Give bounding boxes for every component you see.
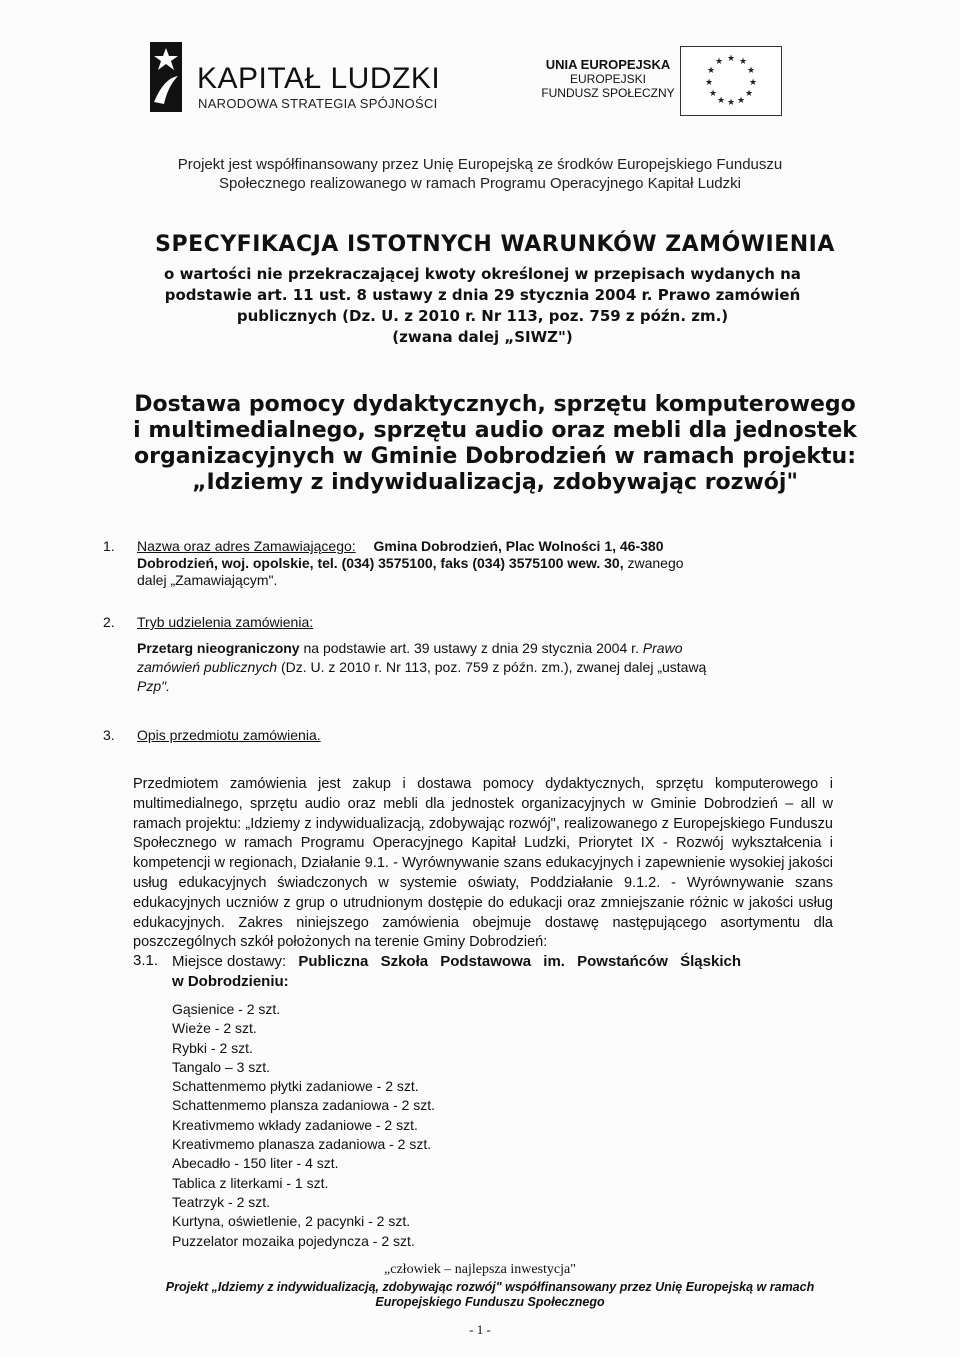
section-2-label: Tryb udzielenia zamówienia:	[137, 614, 314, 630]
kapital-ludzki-logo-icon	[150, 42, 182, 112]
subject-line4: „Idziemy z indywidualizacją, zdobywając rozwój"	[192, 470, 798, 495]
section-1-suffix: zwanego	[623, 555, 684, 571]
eu-line3: FUNDUSZ SPOŁECZNY	[541, 86, 675, 100]
section-1-address: Dobrodzień, woj. opolskie, tel. (034) 3575100, faks (034) 3575100 wew. 30,	[137, 555, 624, 571]
eu-line1: UNIA EUROPEJSKA	[545, 57, 671, 72]
page-number: - 1 -	[469, 1322, 491, 1337]
delivery-place-school: Publiczna Szkoła Podstawowa im. Powstańców Śląskich	[298, 953, 742, 970]
footer-note	[110, 1280, 870, 1310]
footer-line2: Europejskiego Funduszu Społecznego	[375, 1295, 605, 1309]
list-item: Kreativmemo planasza zadaniowa - 2 szt.	[172, 1136, 432, 1153]
section-3-number: 3.	[103, 727, 115, 743]
document-title: SPECYFIKACJA ISTOTNYCH WARUNKÓW ZAMÓWIENIA	[155, 232, 835, 257]
list-item: Wieże - 2 szt.	[172, 1020, 257, 1037]
section-1-line3: dalej „Zamawiającym".	[137, 572, 278, 588]
list-item: Schattenmemo plansza zadaniowa - 2 szt.	[172, 1097, 436, 1114]
section-3-label: Opis przedmiotu zamówienia.	[137, 727, 321, 743]
list-item: Gąsienice - 2 szt.	[172, 1001, 281, 1017]
subsection-3-1	[172, 952, 842, 992]
svg-text:★: ★	[714, 57, 724, 67]
title-line3: publicznych (Dz. U. z 2010 r. Nr 113, poz. 759 z późn. zm.)	[236, 307, 729, 325]
list-item: Tangalo – 3 szt.	[172, 1058, 271, 1075]
footer-line1: Projekt „Idziemy z indywidualizacją, zdobywając rozwój" współfinansowany przez Unię Europejską w ramach	[165, 1280, 815, 1294]
svg-text:★: ★	[726, 98, 736, 108]
svg-text:★: ★	[744, 89, 754, 99]
section-2-italic1: Prawo	[642, 640, 683, 656]
svg-text:★: ★	[708, 89, 718, 99]
logo-title: KAPITAŁ LUDZKI	[197, 62, 441, 95]
footer-motto: „człowiek – najlepsza inwestycja"	[384, 1262, 576, 1277]
svg-text:★: ★	[738, 57, 748, 67]
subsection-3-1-number: 3.1.	[133, 952, 159, 969]
section-3-paragraph: Przedmiotem zamówienia jest zakup i dostawa pomocy dydaktycznych, sprzętu komputerowego i multimedialnego, sprzętu audio oraz mebli dla jednostek organizacyjnych w Gminie Dobrodzień – all w ramach projektu: „Idziemy z indywidualizacją, zdobywając rozwój", realizowanego z Europejskiego Funduszu Społecznego w ramach Programu Operacyjnego Kapitał Ludzki, Priorytet IX - Rozwój wykształcenia i kompetencji w regionach, Działanie 9.1. - Wyrównywanie szans edukacyjnych i zapewnienie wysokiej jakości usług edukacyjnych świadczonych w systemie oświaty, Poddziałanie 9.1.2. - Wyrównywanie szans edukacyjnych uczniów z grup o utrudnionym dostępie do edukacji oraz zmniejszanie różnic w jakości usług edukacyjnych. Zakres niniejszego zamówienia obejmuje dostawę następującego asortymentu dla poszczególnych szkół położonych na terenie Gminy Dobrodzień:	[133, 776, 833, 951]
eu-flag-icon	[680, 46, 782, 116]
tender-subject	[110, 392, 880, 496]
intro-line1: Projekt jest współfinansowany przez Unię Europejską ze środków Europejskiego Funduszu	[177, 156, 783, 173]
title-line1: o wartości nie przekraczającej kwoty określonej w przepisach wydanych na	[164, 265, 801, 283]
title-line4: (zwana dalej „SIWZ")	[392, 328, 573, 346]
section-1-number: 1.	[103, 538, 115, 554]
title-line2: podstawie art. 11 ust. 8 ustawy z dnia 29 stycznia 2004 r. Prawo zamówień	[164, 286, 801, 304]
item-list	[172, 1000, 435, 1251]
list-item: Abecadło - 150 liter - 4 szt.	[172, 1155, 339, 1172]
list-item: Puzzelator mozaika pojedyncza - 2 szt.	[172, 1232, 415, 1249]
eu-label	[538, 58, 678, 100]
logo-subtitle: NARODOWA STRATEGIA SPÓJNOŚCI	[198, 96, 438, 111]
section-2-number: 2.	[103, 614, 115, 630]
section-1-label: Nazwa oraz adres Zamawiającego:	[137, 538, 356, 554]
svg-text:★: ★	[736, 96, 746, 106]
section-2-italic2: zamówień publicznych	[137, 659, 278, 675]
svg-text:★: ★	[746, 66, 756, 76]
list-item: Tablica z literkami - 1 szt.	[172, 1174, 329, 1191]
section-2-text2: (Dz. U. z 2010 r. Nr 113, poz. 759 z późn. zm.), zwanej dalej „ustawą	[277, 659, 707, 675]
delivery-place-town: w Dobrodzieniu:	[172, 973, 289, 990]
intro-line2: Społecznego realizowanego w ramach Programu Operacyjnego Kapitał Ludzki	[219, 175, 741, 192]
list-item: Kreativmemo wkłady zadaniowe - 2 szt.	[172, 1116, 418, 1133]
section-2-procedure: Przetarg nieograniczony	[137, 640, 300, 656]
svg-text:★: ★	[706, 66, 716, 76]
section-2-text1: na podstawie art. 39 ustawy z dnia 29 stycznia 2004 r.	[299, 640, 643, 656]
eu-line2: EUROPEJSKI	[569, 72, 647, 86]
title-details	[125, 264, 840, 348]
co-financing-note	[130, 155, 830, 193]
svg-text:★: ★	[726, 54, 736, 64]
section-1	[137, 538, 837, 589]
section-1-name: Gmina Dobrodzień, Plac Wolności 1, 46-380	[373, 538, 664, 554]
list-item: Rybki - 2 szt.	[172, 1039, 253, 1056]
svg-text:★: ★	[748, 78, 758, 88]
list-item: Schattenmemo płytki zadaniowe - 2 szt.	[172, 1078, 419, 1095]
subject-line3: organizacyjnych w Gminie Dobrodzień w ramach projektu:	[133, 444, 856, 469]
svg-text:★: ★	[704, 78, 714, 88]
list-item: Kurtyna, oświetlenie, 2 pacynki - 2 szt.	[172, 1213, 411, 1230]
list-item: Teatrzyk - 2 szt.	[172, 1193, 271, 1210]
section-2	[137, 614, 837, 696]
delivery-place-label: Miejsce dostawy:	[172, 953, 287, 970]
section-2-italic3: Pzp".	[137, 678, 170, 694]
subject-line2: i multimedialnego, sprzętu audio oraz mebli dla jednostek	[133, 418, 857, 443]
svg-text:★: ★	[716, 96, 726, 106]
subject-line1: Dostawa pomocy dydaktycznych, sprzętu komputerowego	[134, 392, 856, 417]
